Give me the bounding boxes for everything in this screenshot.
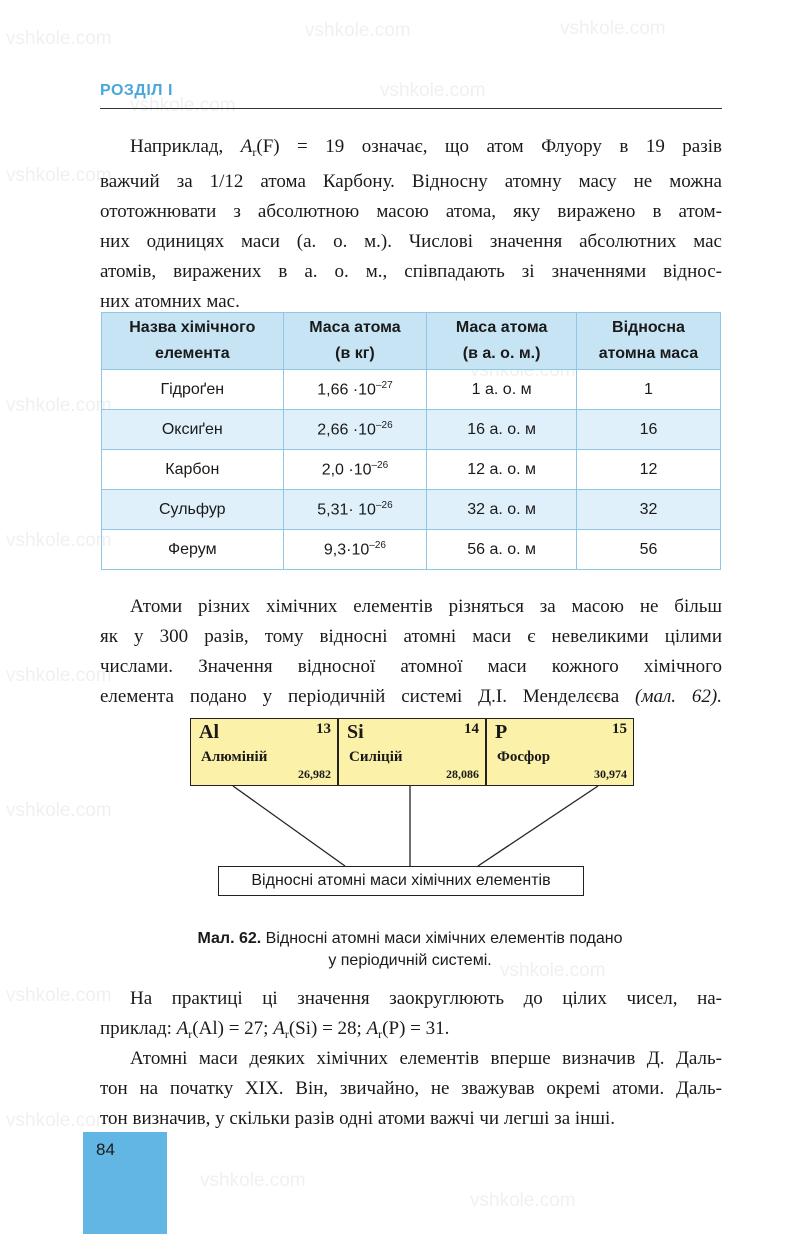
table-row <box>102 490 721 530</box>
element-name: Алюміній <box>201 749 268 765</box>
element-tile-si <box>338 718 486 786</box>
atomic-number: 13 <box>316 721 331 737</box>
text-line: них одиницях маси (а. о. м.). Числові значення абсолютних мас <box>100 231 722 252</box>
element-name-cell: Ферум <box>102 530 284 570</box>
atomic-mass-table <box>101 312 721 570</box>
watermark: vshkole.com <box>6 665 112 686</box>
relative-mass-cell: 12 <box>576 450 720 490</box>
element-symbol: P <box>495 721 508 743</box>
text-line: важчий за 1/12 атома Карбону. Відносну атомну масу не можна <box>100 171 722 192</box>
paragraph-relative-mass-intro <box>100 132 722 317</box>
watermark: vshkole.com <box>500 960 606 981</box>
mass-amu-cell: 56 а. о. м <box>427 530 577 570</box>
watermark: vshkole.com <box>380 80 486 101</box>
text-line: приклад: $A_r(Al) = 27$; $A_r(Si) = 28$; $A_r(P) = 31$. <box>100 1018 450 1041</box>
text-line: них атомних мас. <box>100 291 240 312</box>
watermark: vshkole.com <box>6 530 112 551</box>
mass-kg-cell: $5,31\cdot 10^{-26}$ <box>283 490 427 530</box>
section-label: РОЗДІЛ І <box>100 82 173 99</box>
mass-kg-cell: $1,66 \cdot 10^{-27}$ <box>283 370 427 410</box>
mass-amu-cell: 32 а. о. м <box>427 490 577 530</box>
element-name-cell: Оксиґен <box>102 410 284 450</box>
text-line: атомів, виражених в а. о. м., співпадають зі значеннями віднос- <box>100 261 722 282</box>
text-line: тон визначив, у скільки разів одні атоми важчі чи легші за інші. <box>100 1108 615 1129</box>
table-header-row <box>102 313 721 370</box>
header-divider <box>100 108 722 109</box>
watermark: vshkole.com <box>6 395 112 416</box>
element-name-cell: Гідроґен <box>102 370 284 410</box>
watermark: vshkole.com <box>6 800 112 821</box>
relative-mass-cell: 32 <box>576 490 720 530</box>
atomic-mass: 26,982 <box>298 767 331 781</box>
text-line: тон на початку XIX. Він, звичайно, не зважував окремі атоми. Даль- <box>100 1078 722 1099</box>
relative-mass-cell: 56 <box>576 530 720 570</box>
diagram-label: Відносні атомні маси хімічних елементів <box>218 866 584 896</box>
mass-kg-cell: $2,66 \cdot 10^{-26}$ <box>283 410 427 450</box>
text-line: елемента подано у періодичній системі Д.І. Менделєєва (мал. 62). <box>100 686 722 707</box>
atomic-number: 15 <box>612 721 627 737</box>
paragraph-mass-range <box>100 592 722 712</box>
watermark: vshkole.com <box>470 360 576 381</box>
column-header: Відносна атомна маса <box>576 313 720 370</box>
text-line: Наприклад, $A_r(F) = 19$ означає, що атом Флуору в 19 разів <box>130 136 722 159</box>
column-header: Маса атома (в а. о. м.) <box>427 313 577 370</box>
connector-line <box>478 786 598 866</box>
element-name-cell: Карбон <box>102 450 284 490</box>
paragraph-rounding <box>100 984 722 1049</box>
watermark: vshkole.com <box>6 985 112 1006</box>
mass-amu-cell: 1 а. о. м <box>427 370 577 410</box>
watermark: vshkole.com <box>470 1190 576 1211</box>
text-line: Атоми різних хімічних елементів різняться за масою не більш <box>130 596 722 617</box>
text-line: числами. Значення відносної атомної маси кожного хімічного <box>100 656 722 677</box>
element-name: Фосфор <box>497 749 551 765</box>
mass-amu-cell: 12 а. о. м <box>427 450 577 490</box>
table-row <box>102 530 721 570</box>
watermark: vshkole.com <box>6 165 112 186</box>
table-row <box>102 370 721 410</box>
element-tile-al <box>190 718 338 786</box>
mass-kg-cell: $9,3\cdot 10^{-26}$ <box>283 530 427 570</box>
paragraph-dalton <box>100 1044 722 1134</box>
atomic-mass: 30,974 <box>594 767 627 781</box>
element-symbol: Si <box>347 721 364 743</box>
element-tile-p <box>486 718 634 786</box>
atomic-number: 14 <box>464 721 479 737</box>
table-row <box>102 450 721 490</box>
element-symbol: Al <box>199 721 219 743</box>
page-number: 84 <box>96 1140 115 1159</box>
watermark: vshkole.com <box>130 95 236 116</box>
table-row <box>102 410 721 450</box>
text-line: На практиці ці значення заокруглюють до цілих чисел, на- <box>130 988 722 1009</box>
mass-amu-cell: 16 а. о. м <box>427 410 577 450</box>
text-line: Атомні маси деяких хімічних елементів вперше визначив Д. Даль- <box>130 1048 722 1069</box>
column-header: Маса атома (в кг) <box>283 313 427 370</box>
watermark: vshkole.com <box>6 1110 112 1131</box>
relative-mass-cell: 1 <box>576 370 720 410</box>
watermark: vshkole.com <box>6 28 112 49</box>
relative-mass-cell: 16 <box>576 410 720 450</box>
figure-caption: Мал. 62. Відносні атомні маси хімічних елементів подано у періодичній системі. <box>197 930 623 969</box>
watermark: vshkole.com <box>305 20 411 41</box>
atomic-mass: 28,086 <box>446 767 479 781</box>
connector-line <box>233 786 345 866</box>
watermark: vshkole.com <box>200 1170 306 1191</box>
mass-kg-cell: $2,0 \cdot 10^{-26}$ <box>283 450 427 490</box>
column-header: Назва хімічного елемента <box>102 313 284 370</box>
text-line: ототожнювати з абсолютною масою атома, яку виражено в атом- <box>100 201 722 222</box>
element-name: Силіцій <box>349 749 403 765</box>
text-line: як у 300 разів, тому відносні атомні маси є невеликими цілими <box>100 626 722 647</box>
watermark: vshkole.com <box>560 18 666 39</box>
element-name-cell: Сульфур <box>102 490 284 530</box>
